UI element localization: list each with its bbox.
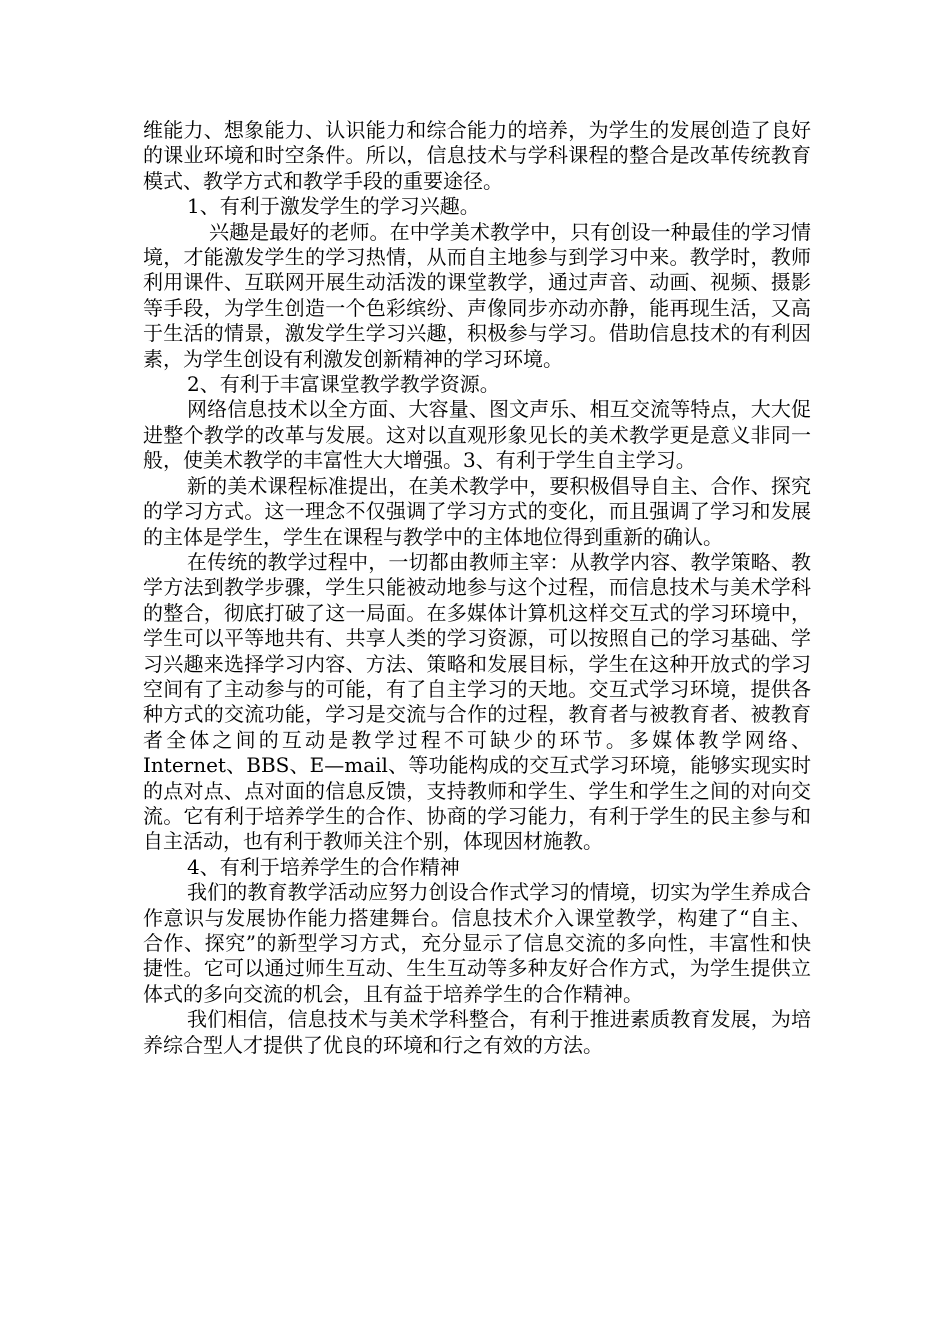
paragraph-interest: 兴趣是最好的老师。在中学美术教学中，只有创设一种最佳的学习情境，才能激发学生的学习热情，从而自主地参与到学习中来。教学时，教师利用课件、互联网开展生动活泼的课堂教学，通过声音、动画、视频、摄影等手段，为学生创造一个色彩缤纷、声像同步亦动亦静，能再现生活，又高于生活的情景，激发学生学习兴趣，积极参与学习。借助信息技术的有利因素，为学生创设有利激发创新精神的学习环境。 bbox=[143, 219, 811, 371]
paragraph-continuation: 维能力、想象能力、认识能力和综合能力的培养，为学生的发展创造了良好的课业环境和时空条件。所以，信息技术与学科课程的整合是改革传统教育模式、教学方式和教学手段的重要途径。 bbox=[143, 118, 811, 193]
paragraph-resources: 网络信息技术以全方面、大容量、图文声乐、相互交流等特点，大大促进整个教学的改革与发展。这对以直观形象见长的美术教学更是意义非同一般，使美术教学的丰富性大大增强。3、有利于学生自主学习。 bbox=[143, 397, 811, 473]
paragraph-curriculum-standard: 新的美术课程标准提出，在美术教学中，要积极倡导自主、合作、探究的学习方式。这一理念不仅强调了学习方式的变化，而且强调了学习和发展的主体是学生，学生在课程与教学中的主体地位得到重新的确认。 bbox=[143, 473, 811, 549]
paragraph-conclusion: 我们相信，信息技术与美术学科整合，有利于推进素质教育发展，为培养综合型人才提供了优良的环境和行之有效的方法。 bbox=[143, 1007, 811, 1057]
heading-cooperation: 4、有利于培养学生的合作精神 bbox=[187, 854, 460, 879]
heading-resources: 2、有利于丰富课堂教学教学资源。 bbox=[187, 372, 500, 397]
paragraph-traditional-teaching: 在传统的教学过程中，一切都由教师主宰：从教学内容、教学策略、教学方法到教学步骤，学生只能被动地参与这个过程，而信息技术与美术学科的整合，彻底打破了这一局面。在多媒体计算机这样交互式的学习环境中，学生可以平等地共有、共享人类的学习资源，可以按照自己的学习基础、学习兴趣来选择学习内容、方法、策略和发展目标，学生在这种开放式的学习空间有了主动参与的可能，有了自主学习的天地。交互式学习环境，提供各种方式的交流功能，学习是交流与合作的过程，教育者与被教育者、被教育者全体之间的互动是教学过程不可缺少的环节。多媒体教学网络、Internet、BBS、E—mail、等功能构成的交互式学习环境，能够实现实时的点对点、点对面的信息反馈，支持教师和学生、学生和学生之间的对向交流。它有利于培养学生的合作、协商的学习能力，有利于学生的民主参与和自主活动，也有利于教师关注个别，体现因材施教。 bbox=[143, 549, 811, 854]
heading-interest: 1、有利于激发学生的学习兴趣。 bbox=[187, 194, 480, 219]
paragraph-cooperation: 我们的教育教学活动应努力创设合作式学习的情境，切实为学生养成合作意识与发展协作能力搭建舞台。信息技术介入课堂教学，构建了“自主、合作、探究”的新型学习方式，充分显示了信息交流的多向性，丰富性和快捷性。它可以通过师生互动、生生互动等多种友好合作方式，为学生提供立体式的多向交流的机会，且有益于培养学生的合作精神。 bbox=[143, 880, 811, 1006]
document-page bbox=[143, 118, 811, 1058]
